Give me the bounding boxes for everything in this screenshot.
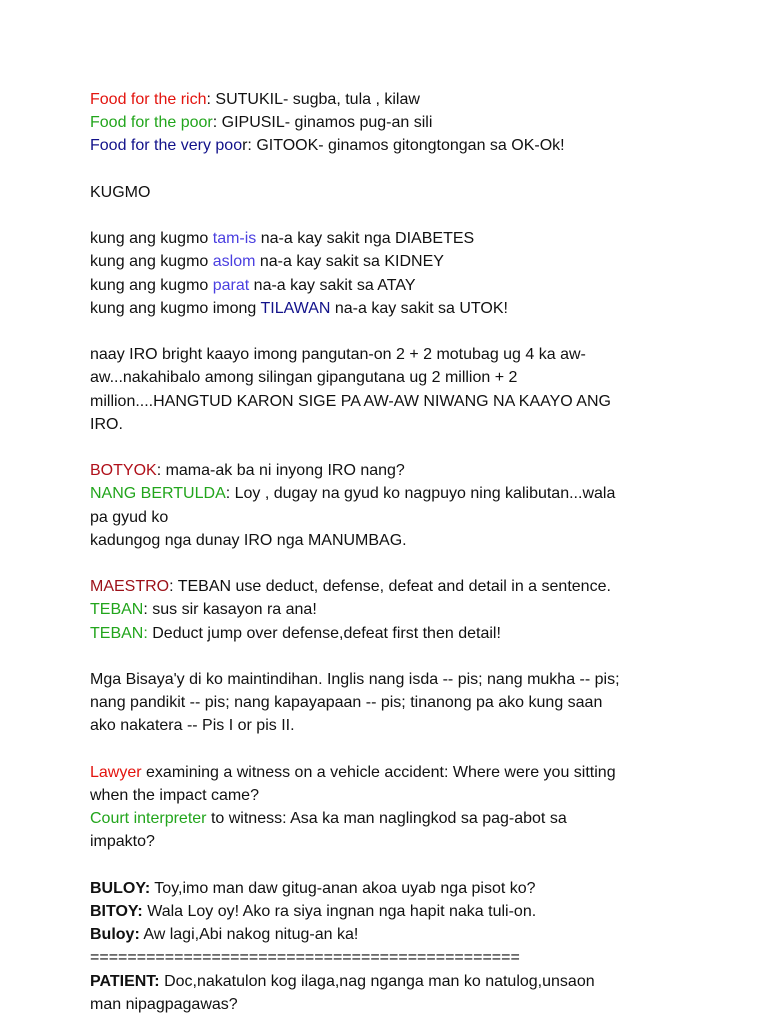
bitoy-text: Wala Loy oy! Ako ra siya ingnan nga hapit naka tuli-on. (142, 902, 537, 920)
kugmo-word-parat: parat (212, 276, 250, 294)
kugmo-line-3 (90, 274, 690, 297)
bertulda-line-cont: pa gyud ko (90, 508, 169, 526)
kugmo-word-tilawan: TILAWAN (260, 299, 331, 317)
kugmo-word-tamis: tam-is (212, 230, 257, 248)
spacer (90, 645, 690, 668)
document-body (90, 88, 690, 1016)
maestro-line (90, 575, 690, 598)
iro-line-4: IRO. (90, 415, 123, 433)
interpreter-line-cont: impakto? (90, 833, 155, 851)
iro-line-1: naay IRO bright kaayo imong pangutan-on 2 + 2 motubag ug 4 ka aw- (90, 346, 586, 364)
food-poor-text: : GIPUSIL- ginamos pug-an sili (212, 114, 433, 132)
spacer (90, 436, 690, 459)
spacer (90, 552, 690, 575)
speaker-lawyer: Lawyer (90, 763, 142, 781)
food-rich-label: Food for the rich (90, 91, 207, 108)
patient-line (90, 970, 690, 993)
kugmo-line-1-pre: kung ang kugmo (90, 230, 213, 248)
teban-line-2 (90, 622, 690, 645)
speaker-maestro: MAESTRO (90, 578, 170, 596)
divider-line: ============================================== (90, 949, 520, 967)
bisaya-line-3: ako nakatera -- Pis I or pis II. (90, 717, 295, 735)
kugmo-line-1 (90, 227, 690, 250)
speaker-teban-1: TEBAN (90, 601, 144, 619)
lawyer-text: examining a witness on a vehicle accident: Where were you sitting (141, 763, 616, 781)
iro-line-3: million....HANGTUD KARON SIGE PA AW-AW NIWANG NA KAAYO ANG (90, 392, 611, 410)
lawyer-line (90, 761, 690, 784)
patient-line-cont: man nipagpagawas? (90, 995, 238, 1013)
iro-line-2: aw...nakahibalo among silingan gipangutana ug 2 million + 2 (90, 369, 518, 387)
kugmo-line-4 (90, 297, 690, 320)
spacer (90, 738, 690, 761)
kugmo-line-4-post: na-a kay sakit sa UTOK! (330, 299, 508, 317)
kugmo-line-3-post: na-a kay sakit sa ATAY (249, 276, 416, 294)
spacer (90, 204, 690, 227)
food-verypoor-line (90, 134, 690, 157)
buloy-text-1: Toy,imo man daw gitug-anan akoa uyab nga pisot ko? (150, 879, 536, 897)
speaker-nang-bertulda: NANG BERTULDA (90, 485, 226, 503)
speaker-bitoy: BITOY: (90, 902, 143, 920)
patient-text: Doc,nakatulon kog ilaga,nag nganga man ko natulog,unsaon (159, 972, 595, 990)
kugmo-word-aslom: aslom (212, 253, 256, 271)
kugmo-line-2-post: na-a kay sakit sa KIDNEY (255, 253, 444, 271)
kugmo-line-2-pre: kung ang kugmo (90, 253, 213, 271)
food-rich-text: : SUTUKIL- sugba, tula , kilaw (206, 91, 420, 108)
bertulda-line (90, 482, 690, 505)
teban-text-2: Deduct jump over defense,defeat first then detail! (147, 624, 501, 642)
bertulda-line-2: kadungog nga dunay IRO nga MANUMBAG. (90, 531, 407, 549)
bisaya-line-2: nang pandikit -- pis; nang kapayapaan -- pis; tinanong pa ako kung saan (90, 694, 603, 712)
botyok-line (90, 459, 690, 482)
interpreter-text: to witness: Asa ka man naglingkod sa pag-abot sa (206, 810, 567, 828)
spacer (90, 320, 690, 343)
buloy-line-2 (90, 923, 690, 946)
teban-line-1 (90, 598, 690, 621)
maestro-text: : TEBAN use deduct, defense, defeat and detail in a sentence. (169, 578, 611, 596)
speaker-teban-2: TEBAN: (90, 624, 148, 642)
spacer (90, 158, 690, 181)
speaker-patient: PATIENT: (90, 972, 160, 990)
bisaya-line-1: Mga Bisaya'y di ko maintindihan. Inglis nang isda -- pis; nang mukha -- pis; (90, 670, 620, 688)
spacer (90, 854, 690, 877)
food-rich-line (90, 88, 690, 111)
buloy-text-2: Aw lagi,Abi nakog nitug-an ka! (139, 926, 359, 944)
speaker-buloy-2: Buloy: (90, 926, 140, 944)
bitoy-line (90, 900, 690, 923)
kugmo-line-1-post: na-a kay sakit nga DIABETES (256, 230, 475, 248)
lawyer-line-cont: when the impact came? (90, 786, 259, 804)
food-poor-label: Food for the poor (90, 114, 213, 132)
kugmo-line-4-pre: kung ang kugmo imong (90, 299, 261, 317)
speaker-buloy-1: BULOY: (90, 879, 151, 897)
speaker-court-interpreter: Court interpreter (90, 810, 207, 828)
kugmo-line-3-pre: kung ang kugmo (90, 276, 213, 294)
kugmo-title: KUGMO (90, 183, 151, 201)
food-poor-line (90, 111, 690, 134)
kugmo-line-2 (90, 250, 690, 273)
botyok-text: : mama-ak ba ni inyong IRO nang? (156, 462, 405, 480)
teban-text-1: : sus sir kasayon ra ana! (143, 601, 317, 619)
bertulda-text: : Loy , dugay na gyud ko nagpuyo ning kalibutan...wala (225, 485, 616, 503)
interpreter-line (90, 807, 690, 830)
food-verypoor-text: r: GITOOK- ginamos gitongtongan sa OK-Ok! (242, 137, 565, 155)
speaker-botyok: BOTYOK (90, 462, 157, 480)
food-verypoor-label: Food for the very poo (90, 137, 243, 155)
buloy-line-1 (90, 877, 690, 900)
